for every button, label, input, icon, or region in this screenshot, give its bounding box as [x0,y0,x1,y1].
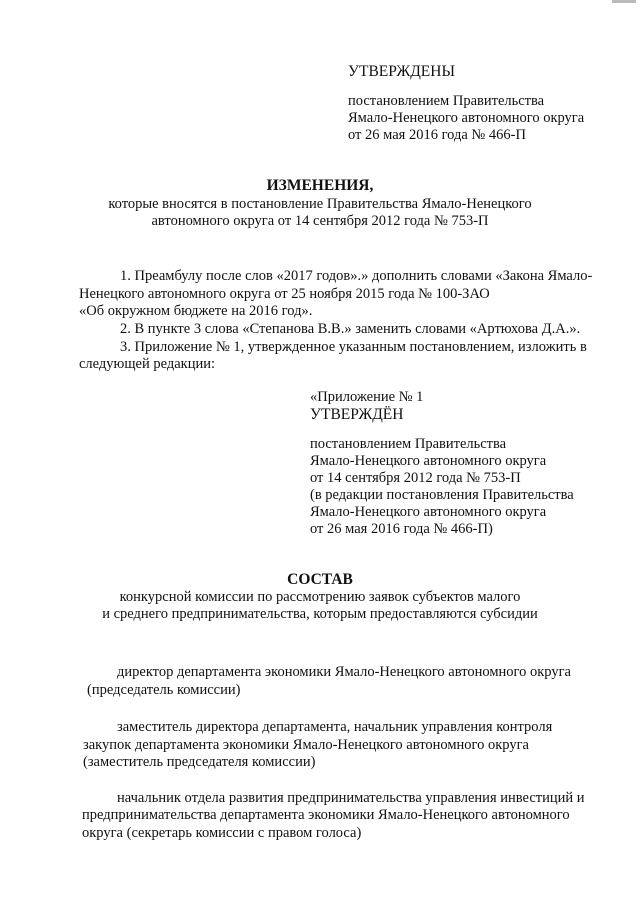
item-1-line-2: Ненецкого автономного округа от 25 ноября 2015 года № 100-ЗАО [79,286,490,302]
composition-subtitle-2: и среднего предпринимательства, которым предоставляются субсидии [102,606,538,622]
appendix-line-5: (в редакции постановления Правительства [310,487,574,503]
changes-subtitle-1: которые вносятся в постановление Правительства Ямало-Ненецкого [108,196,532,212]
member-1-line-1: директор департамента экономики Ямало-Ненецкого автономного округа [117,664,571,680]
item-1-line-1: 1. Преамбулу после слов «2017 годов».» дополнить словами «Закона Ямало- [120,268,593,284]
composition-subtitle-1: конкурсной комиссии по рассмотрению заявок субъектов малого [119,589,521,605]
approval-title: УТВЕРЖДЕНЫ [348,63,455,80]
approval-line-1: постановлением Правительства [348,93,545,109]
appendix-line-3: Ямало-Ненецкого автономного округа [310,453,547,469]
composition-heading: СОСТАВ [287,571,353,588]
appendix-line-1: «Приложение № 1 [310,389,424,405]
member-1-line-2: (председатель комиссии) [87,682,241,698]
member-2-line-2: закупок департамента экономики Ямало-Ненецкого автономного округа [83,737,529,753]
item-2: 2. В пункте 3 слова «Степанова В.В.» заменить словами «Артюхова Д.А.». [120,321,581,337]
item-3-line-2: следующей редакции: [79,356,216,372]
approval-line-2: Ямало-Ненецкого автономного округа [348,110,585,126]
member-3-line-3: округа (секретарь комиссии с правом голоса) [82,825,362,841]
member-2-line-1: заместитель директора департамента, начальник управления контроля [117,719,553,735]
item-3-line-1: 3. Приложение № 1, утвержденное указанным постановлением, изложить в [120,339,587,355]
corner-mark [612,0,636,3]
item-1-line-3: «Об окружном бюджете на 2016 год». [79,303,313,319]
appendix-line-2: постановлением Правительства [310,436,507,452]
approval-line-3: от 26 мая 2016 года № 466-П [348,127,526,143]
appendix-title: УТВЕРЖДЁН [310,406,404,423]
appendix-line-4: от 14 сентября 2012 года № 753-П [310,470,521,486]
changes-heading: ИЗМЕНЕНИЯ, [266,177,374,194]
appendix-line-6: Ямало-Ненецкого автономного округа [310,504,547,520]
appendix-line-7: от 26 мая 2016 года № 466-П) [310,521,493,537]
member-3-line-1: начальник отдела развития предпринимательства управления инвестиций и [117,790,585,806]
member-2-line-3: (заместитель председателя комиссии) [83,754,316,770]
changes-subtitle-2: автономного округа от 14 сентября 2012 года № 753-П [151,213,489,229]
member-3-line-2: предпринимательства департамента экономики Ямало-Ненецкого автономного [82,807,570,823]
